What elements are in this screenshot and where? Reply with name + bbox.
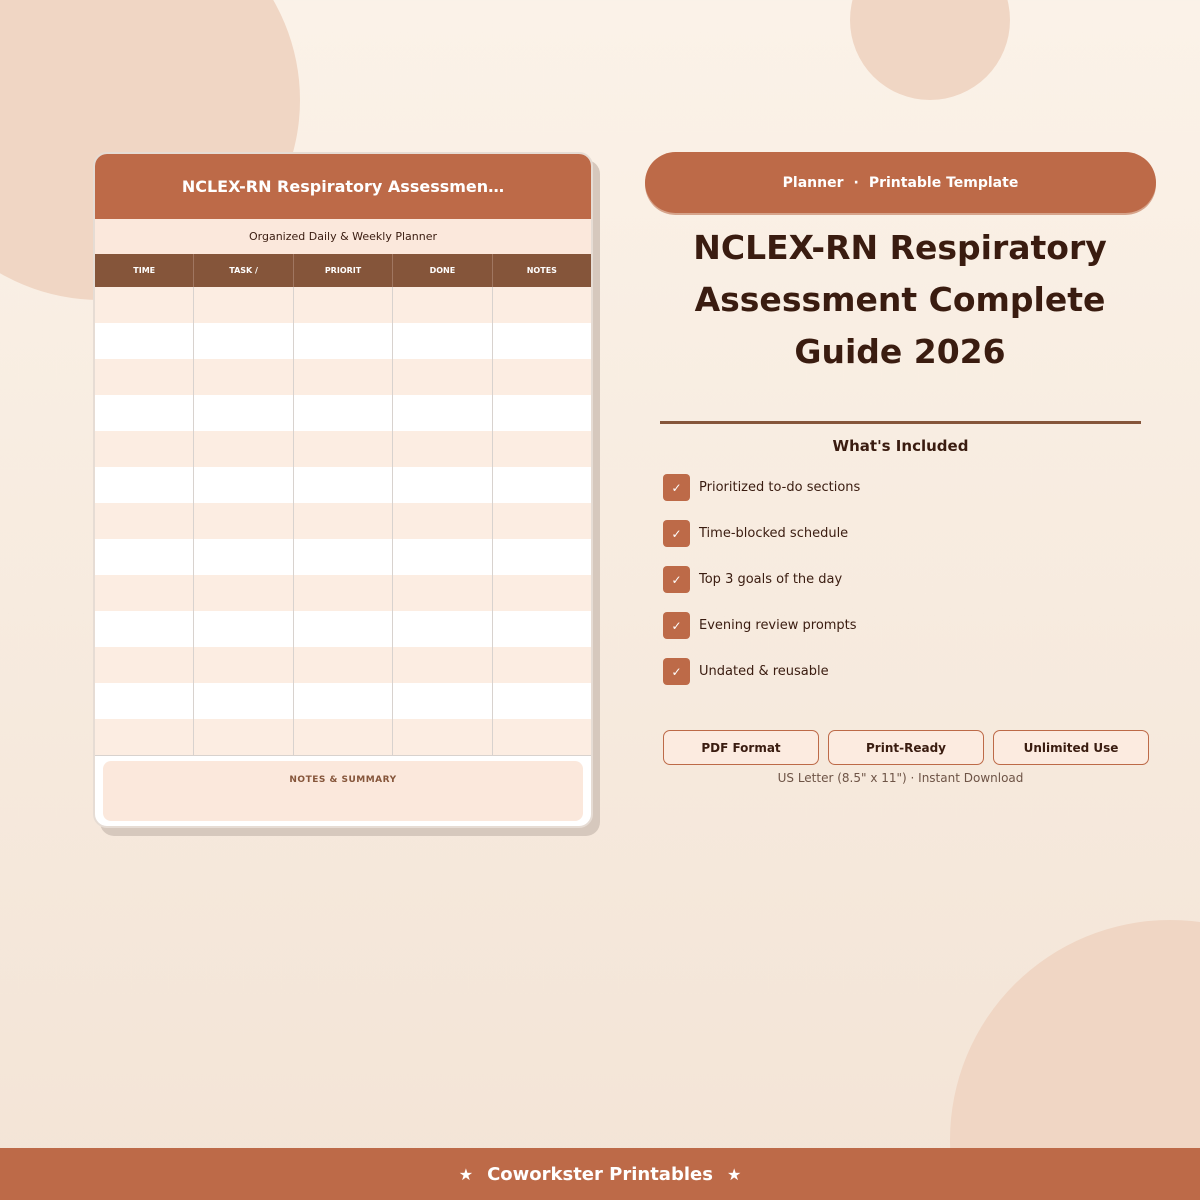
decorative-circle-top-right [850, 0, 1010, 100]
template-type-label: Printable Template [868, 174, 1019, 191]
notes-section [95, 755, 591, 828]
checkmark-icon: ✓ [663, 566, 690, 593]
table-cell [194, 503, 293, 539]
table-cell [95, 575, 194, 611]
brand-footer [0, 1148, 1200, 1200]
section-divider [660, 421, 1141, 424]
table-cell [194, 719, 293, 755]
table-cell [294, 395, 393, 431]
checkmark-icon: ✓ [663, 520, 690, 547]
column-header-notes: NOTES [526, 266, 557, 275]
table-row [95, 719, 591, 755]
column-header-priority: PRIORIT [294, 254, 393, 287]
feature-item [663, 566, 842, 593]
table-cell [95, 467, 194, 503]
feature-item [663, 520, 848, 547]
table-cell [493, 719, 591, 755]
table-row [95, 467, 591, 503]
badge-unlimited-use: Unlimited Use [993, 730, 1149, 765]
brand-name: Coworkster Printables [487, 1163, 713, 1185]
table-cell [393, 611, 492, 647]
column-header-done: DONE [393, 254, 492, 287]
feature-label: Evening review prompts [699, 618, 857, 633]
checkmark-icon: ✓ [663, 658, 690, 685]
planner-subtitle: Organized Daily & Weekly Planner [95, 219, 591, 254]
feature-item [663, 474, 860, 501]
notes-summary-label: NOTES & SUMMARY [289, 775, 397, 785]
category-label: Planner [782, 174, 844, 191]
table-row [95, 431, 591, 467]
column-header-time: TIME [95, 254, 194, 287]
table-cell [194, 611, 293, 647]
table-cell [493, 611, 591, 647]
table-cell [393, 431, 492, 467]
table-cell [194, 647, 293, 683]
table-cell [393, 323, 492, 359]
table-cell [194, 467, 293, 503]
table-cell [294, 431, 393, 467]
table-cell [95, 359, 194, 395]
star-icon: ★ [726, 1164, 742, 1184]
table-cell [95, 323, 194, 359]
table-cell [393, 359, 492, 395]
table-row [95, 539, 591, 575]
product-title-line-1: NCLEX-RN Respiratory [693, 228, 1107, 267]
planner-table-header [95, 254, 591, 287]
table-cell [194, 287, 293, 323]
table-cell [294, 287, 393, 323]
table-cell [294, 539, 393, 575]
table-cell [493, 467, 591, 503]
table-cell [194, 395, 293, 431]
feature-label: Time-blocked schedule [699, 526, 849, 541]
table-cell [294, 611, 393, 647]
table-cell [294, 719, 393, 755]
table-cell [493, 539, 591, 575]
feature-item [663, 612, 857, 639]
table-cell [95, 611, 194, 647]
table-row [95, 611, 591, 647]
table-cell [294, 323, 393, 359]
table-row [95, 647, 591, 683]
planner-title: NCLEX-RN Respiratory Assessmen… [95, 154, 591, 219]
table-cell [294, 575, 393, 611]
feature-item [663, 658, 829, 685]
table-cell [294, 647, 393, 683]
table-cell [294, 467, 393, 503]
category-separator: · [853, 174, 859, 191]
table-cell [493, 575, 591, 611]
table-cell [194, 683, 293, 719]
table-row [95, 359, 591, 395]
table-cell [393, 647, 492, 683]
table-cell [493, 287, 591, 323]
table-row [95, 683, 591, 719]
category-pill [645, 152, 1156, 213]
feature-label: Top 3 goals of the day [699, 572, 843, 587]
product-title [650, 222, 1150, 378]
table-cell [95, 647, 194, 683]
table-cell [294, 503, 393, 539]
table-cell [95, 683, 194, 719]
table-cell [393, 539, 492, 575]
product-title-line-3: Guide 2026 [794, 332, 1006, 371]
planner-table-body [95, 287, 591, 755]
checkmark-icon: ✓ [663, 474, 690, 501]
badge-print-ready: Print-Ready [828, 730, 984, 765]
table-cell [393, 395, 492, 431]
table-cell [294, 683, 393, 719]
table-cell [194, 539, 293, 575]
column-header-task: TASK / [194, 254, 293, 287]
table-cell [194, 575, 293, 611]
table-cell [393, 503, 492, 539]
table-cell [493, 647, 591, 683]
notes-summary-box [103, 761, 583, 821]
table-row [95, 575, 591, 611]
table-cell [493, 395, 591, 431]
table-cell [493, 683, 591, 719]
planner-preview-card [93, 152, 593, 828]
whats-included-heading: What's Included [832, 437, 969, 455]
table-cell [393, 719, 492, 755]
feature-label: Undated & reusable [699, 664, 829, 679]
table-row [95, 323, 591, 359]
table-cell [95, 719, 194, 755]
feature-label: Prioritized to-do sections [699, 480, 861, 495]
table-cell [393, 683, 492, 719]
table-cell [95, 287, 194, 323]
table-row [95, 287, 591, 323]
product-title-line-2: Assessment Complete [694, 280, 1106, 319]
table-row [95, 395, 591, 431]
checkmark-icon: ✓ [663, 612, 690, 639]
table-cell [95, 503, 194, 539]
table-cell [294, 359, 393, 395]
table-cell [95, 431, 194, 467]
table-row [95, 503, 591, 539]
star-icon: ★ [458, 1164, 474, 1184]
table-cell [194, 323, 293, 359]
table-cell [95, 539, 194, 575]
badge-pdf-format: PDF Format [663, 730, 819, 765]
table-cell [393, 287, 492, 323]
table-cell [493, 359, 591, 395]
table-cell [393, 575, 492, 611]
table-cell [393, 467, 492, 503]
table-cell [95, 395, 194, 431]
table-cell [493, 431, 591, 467]
table-cell [194, 359, 293, 395]
table-cell [194, 431, 293, 467]
table-cell [493, 503, 591, 539]
table-cell [493, 323, 591, 359]
format-info: US Letter (8.5" x 11") · Instant Download [777, 771, 1024, 785]
